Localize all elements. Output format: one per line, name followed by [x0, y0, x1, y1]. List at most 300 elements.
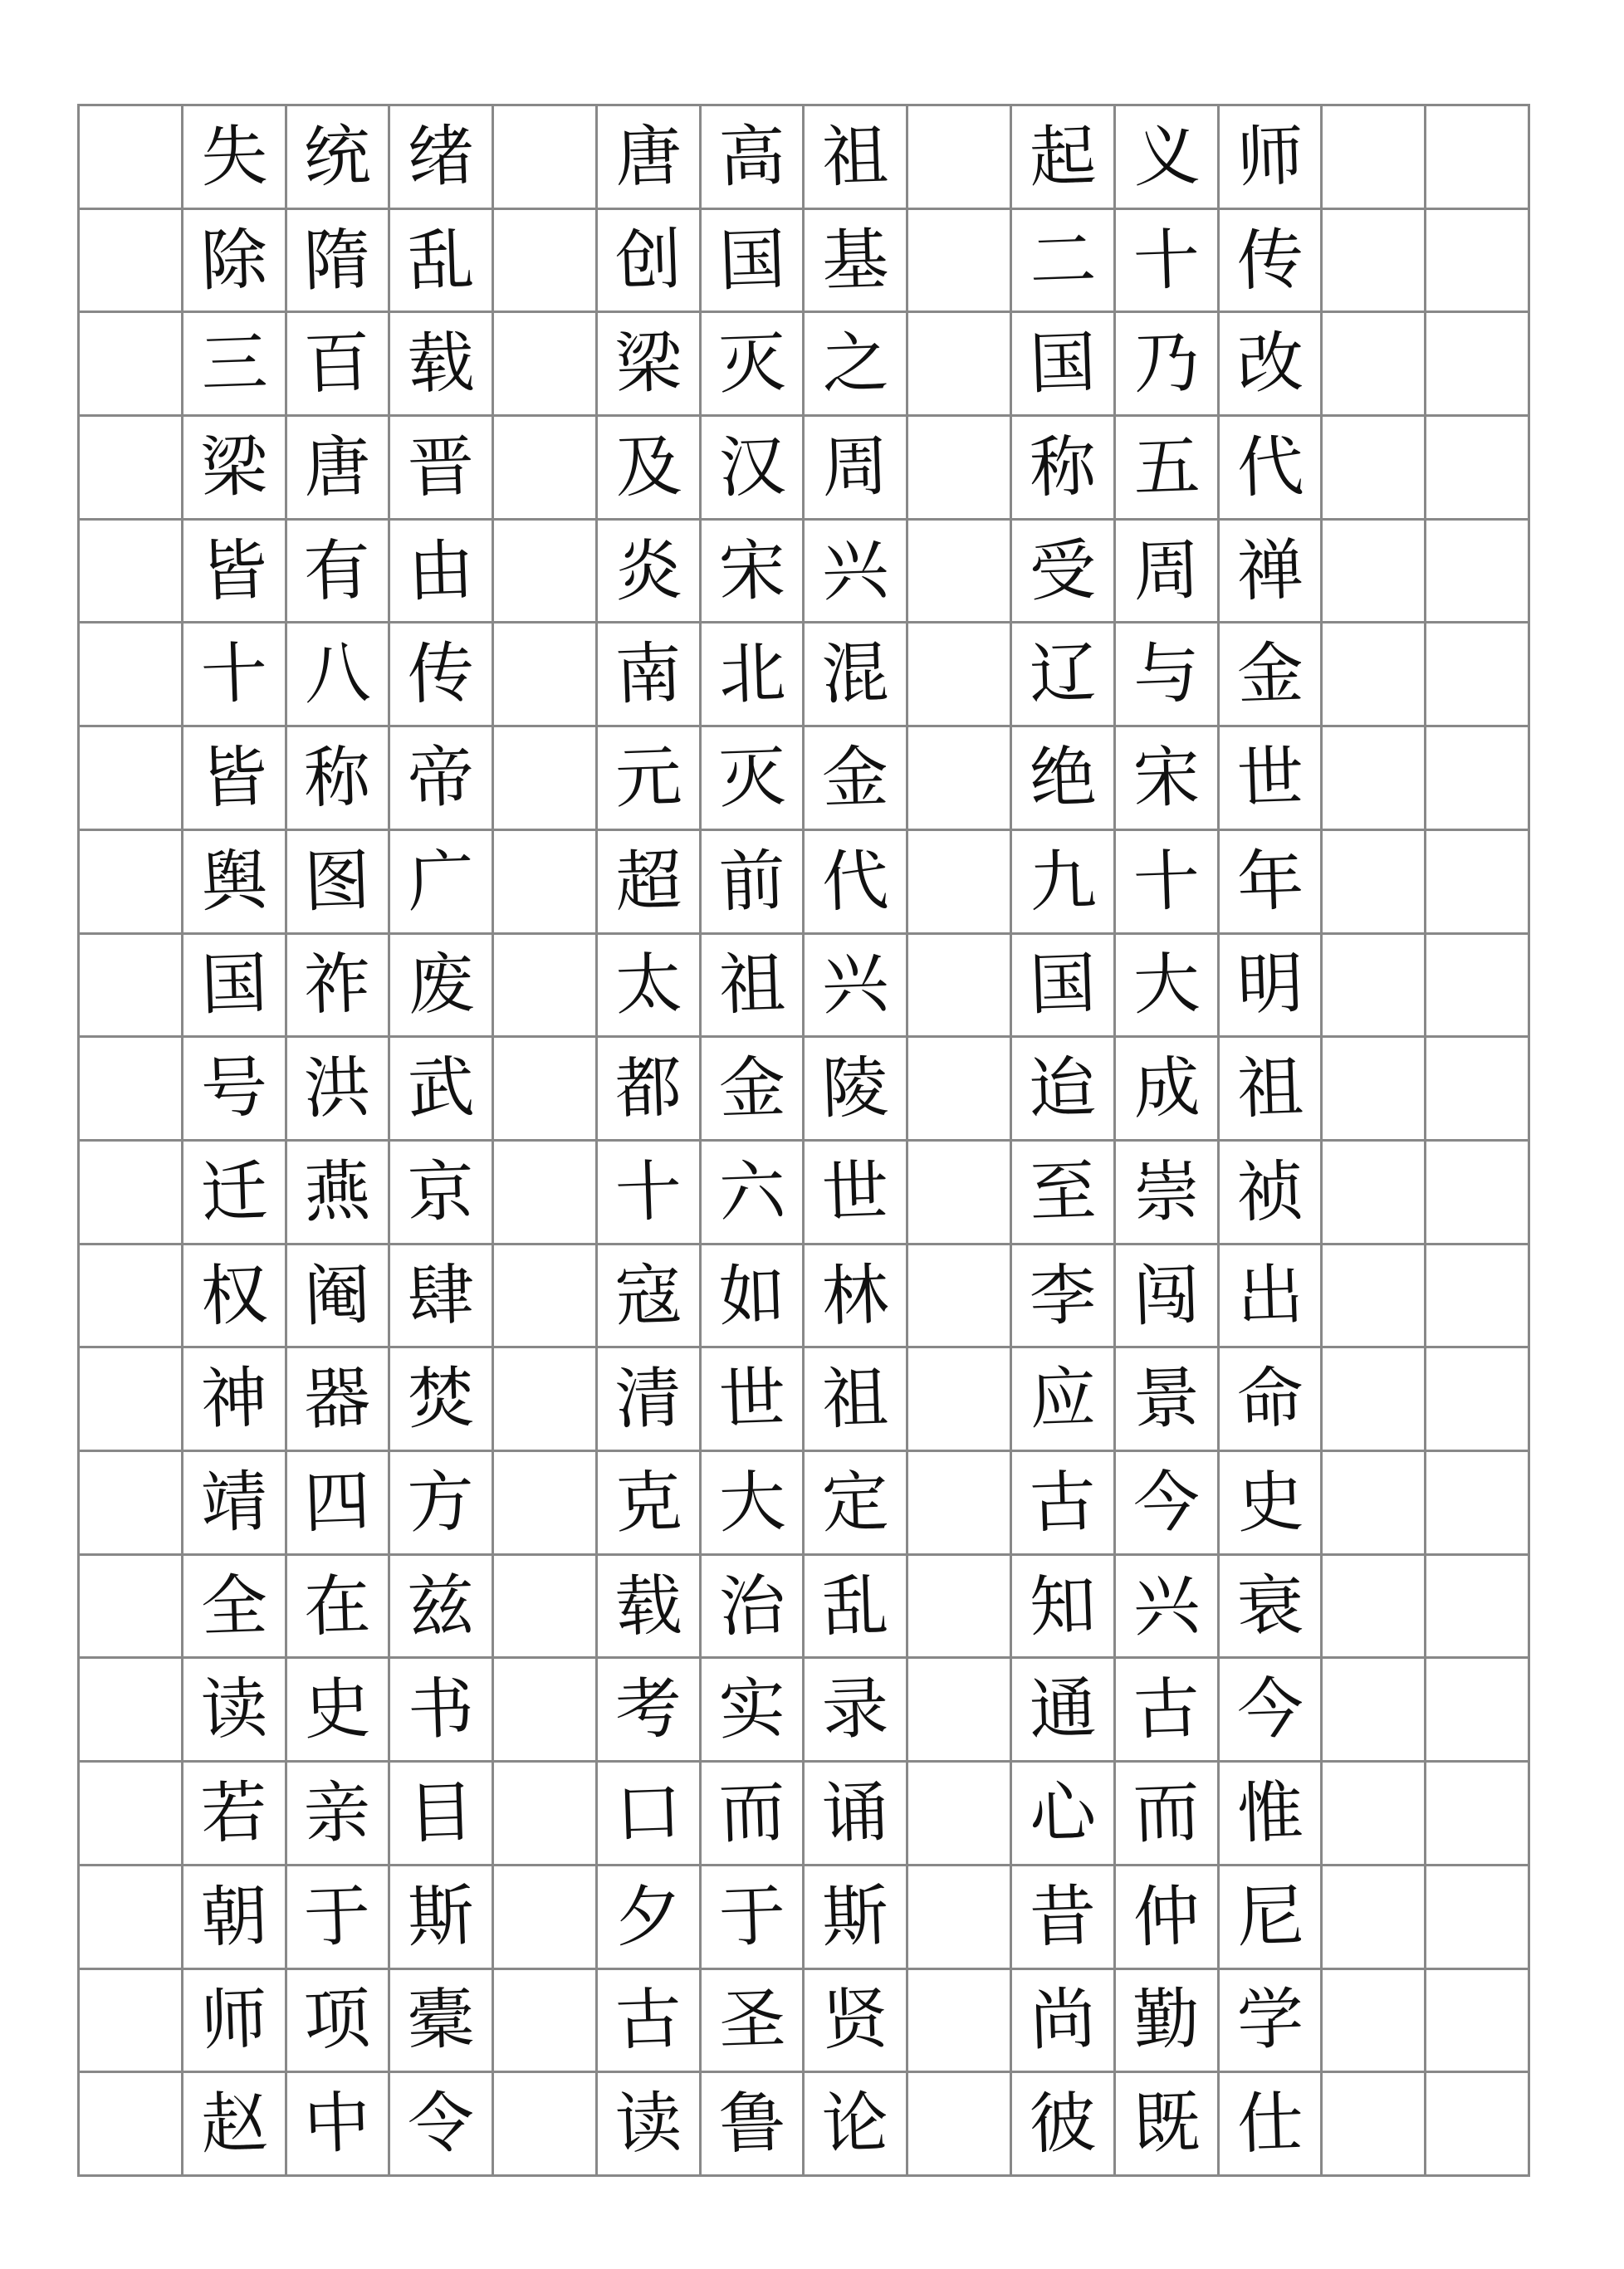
handwritten-character: 祖	[1235, 1048, 1305, 1128]
grid-cell-empty	[80, 935, 183, 1039]
grid-cell	[1012, 623, 1116, 727]
handwritten-character: 世	[820, 1152, 890, 1232]
grid-cell	[702, 1348, 805, 1452]
grid-cell	[1116, 1659, 1220, 1763]
handwritten-character: 起	[1028, 116, 1098, 197]
handwritten-character: 贤	[820, 1980, 890, 2060]
grid-cell	[702, 1659, 805, 1763]
grid-cell-empty	[908, 1659, 1012, 1763]
handwritten-character: 百	[302, 323, 373, 403]
handwritten-character: 祖	[820, 1358, 890, 1439]
grid-cell	[1012, 521, 1116, 624]
handwritten-character: 国	[1028, 323, 1098, 403]
handwritten-character: 实	[717, 1669, 787, 1749]
handwritten-character: 阉	[302, 1255, 373, 1335]
grid-cell	[598, 831, 702, 935]
handwritten-character: 考	[614, 1669, 683, 1749]
grid-cell	[183, 1866, 287, 1970]
grid-cell	[1220, 1452, 1323, 1556]
handwritten-character: 基	[820, 220, 890, 300]
handwritten-character: 崇	[1132, 1152, 1201, 1232]
grid-cell-empty	[494, 623, 598, 727]
grid-cell-empty	[494, 1038, 598, 1142]
grid-cell	[390, 2073, 494, 2177]
handwritten-character: 至	[1028, 1152, 1098, 1232]
grid-cell	[702, 1038, 805, 1142]
handwritten-character: 前	[717, 841, 787, 922]
grid-cell	[1220, 417, 1323, 521]
handwritten-character: 命	[1235, 1358, 1305, 1439]
handwritten-character: 晋	[406, 427, 476, 507]
grid-cell	[805, 1348, 908, 1452]
grid-cell	[183, 831, 287, 935]
grid-cell	[598, 1245, 702, 1349]
handwritten-character: 义	[1132, 116, 1201, 197]
grid-cell	[1220, 313, 1323, 417]
grid-cell	[805, 1970, 908, 2074]
grid-cell	[702, 1763, 805, 1866]
grid-cell	[287, 1556, 391, 1660]
handwritten-character: 乃	[1132, 323, 1201, 403]
handwritten-character: 圣	[717, 1980, 787, 2060]
grid-cell-empty	[1323, 1556, 1426, 1660]
handwritten-character: 史	[1235, 1462, 1305, 1543]
grid-cell-empty	[494, 2073, 598, 2177]
grid-cell-empty	[80, 1556, 183, 1660]
handwritten-character: 十	[1132, 841, 1201, 922]
grid-cell	[702, 1970, 805, 2074]
grid-cell	[287, 727, 391, 831]
handwritten-character: 金	[717, 1048, 787, 1128]
handwritten-character: 尚	[1028, 1980, 1098, 2060]
grid-cell	[1116, 1038, 1220, 1142]
grid-cell	[1220, 1245, 1323, 1349]
handwritten-character: 皆	[199, 531, 269, 611]
grid-cell	[702, 106, 805, 210]
grid-cell	[287, 1452, 391, 1556]
handwritten-character: 五	[1132, 427, 1201, 507]
grid-cell-empty	[908, 1970, 1012, 2074]
handwritten-character: 诵	[820, 1773, 890, 1853]
grid-cell	[598, 623, 702, 727]
handwritten-character: 衰	[1235, 1566, 1305, 1646]
grid-cell	[1116, 106, 1220, 210]
grid-cell-empty	[1323, 1866, 1426, 1970]
grid-cell	[1116, 623, 1220, 727]
grid-cell	[390, 831, 494, 935]
handwritten-character: 与	[1132, 633, 1201, 714]
grid-cell-empty	[908, 1038, 1012, 1142]
grid-cell	[1116, 2073, 1220, 2177]
grid-cell	[598, 417, 702, 521]
handwritten-character: 心	[1028, 1773, 1098, 1853]
grid-cell	[702, 521, 805, 624]
grid-cell-empty	[494, 1970, 598, 2074]
handwritten-character: 灭	[717, 323, 787, 403]
grid-cell	[1012, 1038, 1116, 1142]
handwritten-character: 中	[302, 2083, 373, 2164]
handwritten-character: 今	[1235, 1669, 1305, 1749]
grid-cell-empty	[494, 521, 598, 624]
handwritten-character: 高	[717, 116, 787, 197]
grid-cell	[1012, 1142, 1116, 1245]
grid-cell-empty	[1323, 623, 1426, 727]
grid-cell-empty	[1323, 1659, 1426, 1763]
grid-cell-empty	[494, 1452, 598, 1556]
grid-cell	[183, 935, 287, 1039]
grid-cell-empty	[80, 1038, 183, 1142]
grid-cell	[287, 313, 391, 417]
grid-cell	[1012, 1556, 1116, 1660]
handwritten-character: 权	[199, 1255, 269, 1335]
handwritten-character: 古	[1132, 1669, 1201, 1749]
handwritten-character: 清	[614, 1358, 683, 1439]
grid-cell	[183, 1245, 287, 1349]
handwritten-character: 今	[1132, 1462, 1201, 1543]
grid-cell-empty	[908, 1763, 1012, 1866]
grid-cell	[390, 935, 494, 1039]
grid-cell-empty	[1323, 1763, 1426, 1866]
grid-cell	[1012, 106, 1116, 210]
handwritten-character: 有	[302, 531, 373, 611]
grid-cell	[598, 1659, 702, 1763]
handwritten-character: 兴	[1132, 1566, 1201, 1646]
handwritten-character: 闯	[1132, 1255, 1201, 1335]
grid-cell-empty	[1323, 417, 1426, 521]
grid-cell	[598, 313, 702, 417]
handwritten-character: 洪	[302, 1048, 373, 1128]
handwritten-character: 口	[614, 1773, 683, 1853]
handwritten-character: 通	[1028, 1669, 1098, 1749]
handwritten-character: 周	[820, 427, 890, 507]
grid-cell	[1012, 831, 1116, 935]
handwritten-character: 十	[199, 633, 269, 714]
handwritten-character: 祖	[820, 116, 890, 197]
grid-cell	[805, 1142, 908, 1245]
handwritten-character: 唐	[302, 427, 373, 507]
grid-cell	[1220, 521, 1323, 624]
grid-cell	[1116, 1556, 1220, 1660]
grid-cell	[702, 417, 805, 521]
handwritten-character: 全	[199, 1566, 269, 1646]
handwritten-character: 太	[614, 945, 683, 1024]
grid-cell-empty	[1426, 106, 1530, 210]
handwritten-character: 混	[820, 633, 890, 714]
handwritten-character: 唐	[614, 116, 683, 197]
grid-cell	[1012, 1659, 1116, 1763]
grid-cell-empty	[80, 210, 183, 314]
handwritten-character: 隋	[302, 220, 373, 300]
grid-cell-empty	[494, 1763, 598, 1866]
grid-cell-empty	[494, 1866, 598, 1970]
handwritten-character: 如	[717, 1255, 787, 1335]
grid-cell-empty	[80, 1348, 183, 1452]
handwritten-character: 尼	[1235, 1876, 1305, 1957]
grid-cell	[287, 106, 391, 210]
grid-cell	[1116, 1763, 1220, 1866]
grid-cell	[183, 623, 287, 727]
handwritten-character: 若	[199, 1773, 269, 1853]
grid-cell	[183, 106, 287, 210]
handwritten-character: 橐	[406, 1980, 476, 2060]
grid-cell	[1220, 623, 1323, 727]
handwritten-character: 迁	[199, 1152, 269, 1232]
handwritten-character: 明	[1235, 945, 1305, 1024]
handwritten-character: 出	[1235, 1255, 1305, 1335]
grid-cell	[1012, 935, 1116, 1039]
handwritten-character: 仕	[1235, 2083, 1305, 2164]
grid-cell	[1116, 935, 1220, 1039]
grid-cell-empty	[80, 623, 183, 727]
handwritten-character: 舆	[199, 841, 269, 922]
handwritten-character: 彼	[1028, 2083, 1098, 2164]
grid-cell	[183, 1142, 287, 1245]
handwritten-character: 斯	[820, 1876, 890, 1957]
grid-cell-empty	[908, 2073, 1012, 2177]
grid-cell	[390, 1348, 494, 1452]
grid-cell	[1012, 1348, 1116, 1452]
handwritten-character: 书	[406, 1669, 476, 1749]
grid-cell-empty	[80, 313, 183, 417]
handwritten-character: 令	[406, 2083, 476, 2164]
handwritten-character: 史	[302, 1669, 373, 1749]
grid-cell-empty	[80, 1763, 183, 1866]
grid-cell	[598, 1556, 702, 1660]
grid-cell-empty	[1426, 935, 1530, 1039]
grid-cell-empty	[494, 1348, 598, 1452]
grid-cell	[183, 417, 287, 521]
handwritten-character: 兴	[820, 531, 890, 611]
handwritten-character: 既	[1132, 2083, 1201, 2164]
handwritten-character: 克	[614, 1462, 683, 1543]
handwritten-character: 汉	[717, 427, 787, 507]
grid-cell-empty	[908, 313, 1012, 417]
grid-cell	[598, 1763, 702, 1866]
grid-cell	[598, 1142, 702, 1245]
handwritten-character: 录	[820, 1669, 890, 1749]
grid-cell	[287, 1659, 391, 1763]
handwritten-character: 治	[717, 1566, 787, 1646]
grid-cell	[1012, 2073, 1116, 2177]
grid-cell-empty	[1426, 1970, 1530, 2074]
handwritten-character: 应	[1028, 1358, 1098, 1439]
grid-cell	[1220, 1038, 1323, 1142]
handwritten-character: 大	[1132, 945, 1201, 1024]
handwritten-character: 国	[717, 220, 787, 300]
grid-cell	[598, 1038, 702, 1142]
grid-cell	[1012, 1452, 1116, 1556]
grid-cell	[805, 727, 908, 831]
handwritten-character: 乱	[820, 1566, 890, 1646]
grid-cell	[702, 727, 805, 831]
grid-cell	[805, 831, 908, 935]
handwritten-character: 由	[406, 531, 476, 611]
grid-cell	[1012, 727, 1116, 831]
grid-cell	[183, 1038, 287, 1142]
grid-cell-empty	[80, 521, 183, 624]
handwritten-character: 神	[199, 1358, 269, 1439]
grid-cell-empty	[908, 1866, 1012, 1970]
handwritten-character: 师	[199, 1980, 269, 2060]
grid-cell	[287, 521, 391, 624]
grid-cell	[390, 623, 494, 727]
grid-cell	[287, 1142, 391, 1245]
handwritten-character: 代	[820, 841, 890, 922]
grid-cell	[183, 1970, 287, 2074]
handwritten-character: 二	[1028, 220, 1098, 300]
grid-cell	[390, 1038, 494, 1142]
grid-cell-empty	[1426, 210, 1530, 314]
handwritten-character: 梁	[199, 427, 269, 507]
grid-cell	[805, 1659, 908, 1763]
grid-cell-empty	[1426, 727, 1530, 831]
grid-cell-empty	[1426, 1348, 1530, 1452]
handwritten-character: 古	[614, 1980, 683, 2060]
handwritten-character: 元	[614, 737, 683, 818]
handwritten-character: 项	[302, 1980, 373, 2060]
grid-cell	[1116, 1452, 1220, 1556]
handwritten-character: 改	[1235, 323, 1305, 403]
grid-cell	[598, 106, 702, 210]
handwritten-character: 十	[1132, 220, 1201, 300]
grid-cell-empty	[1426, 1038, 1530, 1142]
grid-cell	[1220, 2073, 1323, 2177]
handwritten-character: 兹	[406, 1566, 476, 1646]
grid-cell	[1220, 1970, 1323, 2074]
grid-cell	[183, 210, 287, 314]
grid-cell	[390, 106, 494, 210]
character-grid	[77, 104, 1530, 2177]
grid-cell-empty	[80, 831, 183, 935]
handwritten-character: 梁	[614, 323, 683, 403]
handwritten-character: 皆	[199, 737, 269, 818]
handwritten-character: 绝	[1028, 737, 1098, 818]
grid-cell-empty	[1426, 417, 1530, 521]
grid-cell	[805, 2073, 908, 2177]
handwritten-character: 乱	[406, 220, 476, 300]
grid-cell-empty	[80, 417, 183, 521]
handwritten-character: 朝	[199, 1876, 269, 1957]
handwritten-character: 于	[302, 1876, 373, 1957]
handwritten-character: 四	[302, 1462, 373, 1543]
handwritten-character: 广	[406, 841, 476, 922]
handwritten-character: 载	[614, 1566, 683, 1646]
handwritten-character: 周	[1132, 531, 1201, 611]
handwritten-character: 灭	[717, 737, 787, 818]
grid-cell-empty	[1426, 2073, 1530, 2177]
grid-cell	[598, 1452, 702, 1556]
grid-cell	[805, 521, 908, 624]
grid-cell-empty	[1323, 106, 1426, 210]
grid-cell	[1220, 831, 1323, 935]
handwritten-character: 帝	[406, 737, 476, 818]
handwritten-character: 除	[199, 220, 269, 300]
grid-cell-empty	[1323, 521, 1426, 624]
grid-cell-empty	[908, 727, 1012, 831]
handwritten-character: 称	[302, 737, 373, 818]
grid-cell	[702, 831, 805, 935]
grid-cell	[390, 210, 494, 314]
grid-cell	[598, 727, 702, 831]
grid-cell-empty	[1323, 1970, 1426, 2074]
handwritten-character: 及	[614, 427, 683, 507]
grid-cell	[805, 1763, 908, 1866]
grid-cell	[1220, 1556, 1323, 1660]
grid-cell-empty	[1323, 935, 1426, 1039]
grid-cell-empty	[1323, 1245, 1426, 1349]
grid-cell	[1116, 210, 1220, 314]
grid-cell	[598, 1348, 702, 1452]
handwritten-character: 仲	[1132, 1876, 1201, 1957]
grid-cell-empty	[1323, 313, 1426, 417]
handwritten-character: 绪	[406, 116, 476, 197]
handwritten-character: 金	[820, 737, 890, 818]
handwritten-character: 焚	[406, 1358, 476, 1439]
handwritten-character: 世	[717, 1358, 787, 1439]
grid-cell	[598, 1970, 702, 2074]
grid-cell	[287, 935, 391, 1039]
grid-cell	[598, 210, 702, 314]
grid-cell	[390, 1556, 494, 1660]
grid-cell-empty	[1323, 1452, 1426, 1556]
grid-cell	[183, 1556, 287, 1660]
handwritten-character: 目	[406, 1773, 476, 1853]
grid-cell	[702, 210, 805, 314]
grid-cell-empty	[908, 1452, 1012, 1556]
grid-cell	[1220, 1763, 1323, 1866]
handwritten-character: 惟	[1235, 1773, 1305, 1853]
grid-cell	[702, 2073, 805, 2177]
handwritten-character: 斯	[406, 1876, 476, 1957]
handwritten-character: 祖	[717, 945, 787, 1024]
grid-cell-empty	[1323, 1348, 1426, 1452]
grid-cell	[390, 1970, 494, 2074]
handwritten-character: 于	[717, 1876, 787, 1957]
grid-cell	[1012, 313, 1116, 417]
grid-cell-empty	[1323, 831, 1426, 935]
grid-cell-empty	[1323, 1142, 1426, 1245]
handwritten-character: 辽	[1028, 633, 1098, 714]
handwritten-character: 之	[820, 323, 890, 403]
handwritten-character: 号	[199, 1048, 269, 1128]
handwritten-character: 宋	[717, 531, 787, 611]
grid-cell	[183, 313, 287, 417]
grid-cell-empty	[494, 1556, 598, 1660]
handwritten-character: 北	[717, 633, 787, 714]
handwritten-character: 而	[1132, 1773, 1201, 1853]
grid-cell	[390, 1452, 494, 1556]
handwritten-character: 定	[820, 1462, 890, 1543]
handwritten-character: 肆	[406, 1255, 476, 1335]
handwritten-character: 古	[1028, 1462, 1098, 1543]
handwritten-character: 京	[406, 1152, 476, 1232]
grid-cell	[287, 1245, 391, 1349]
grid-cell	[183, 1763, 287, 1866]
handwritten-character: 十	[614, 1152, 683, 1232]
grid-cell	[805, 1556, 908, 1660]
grid-cell-empty	[1426, 1763, 1530, 1866]
handwritten-character: 器	[302, 1358, 373, 1439]
grid-cell	[805, 623, 908, 727]
grid-cell	[390, 1142, 494, 1245]
grid-cell	[805, 417, 908, 521]
handwritten-character: 三	[199, 323, 269, 403]
grid-cell	[390, 1866, 494, 1970]
grid-cell-empty	[1323, 210, 1426, 314]
grid-cell-empty	[494, 313, 598, 417]
grid-cell	[287, 2073, 391, 2177]
grid-cell-empty	[1426, 623, 1530, 727]
